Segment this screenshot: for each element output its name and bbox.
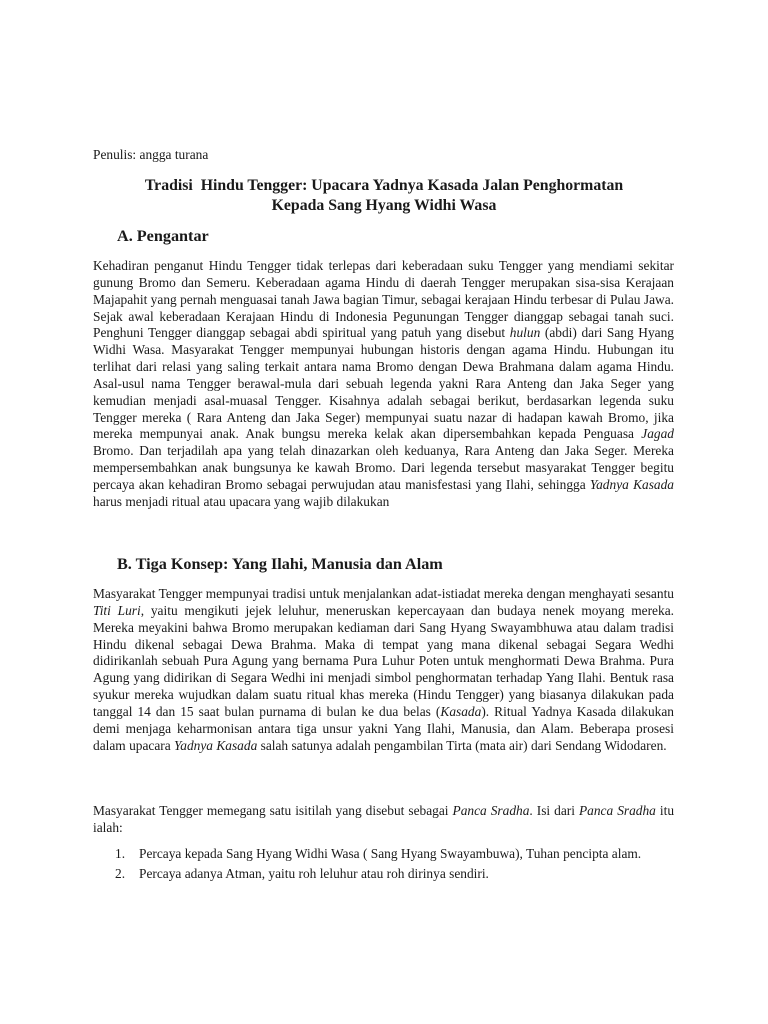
italic-term: Panca Sradha [578, 803, 656, 818]
text-run: , yaitu mengikuti jejek leluhur, meneruskan kepercayaan dan budaya nenek moyang mereka. Mereka meyakini bahwa Bromo merupakan kediaman dari Sang Hyang Swayambhuwa atau dalam tradisi Hindu dikenal sebagai Dewa Brahma. Maka di tempat yang mana dikenal sebagai Segara Wedhi didirikanlah sebuah Pura Agung yang bernama Pura Luhur Poten untuk menghormati Dewa Brahma. Pura Agung yang didirikan di Segara Wedhi ini menjadi simbol penghormatan terhadap Yang Ilahi. Bentuk rasa syukur mereka wujudkan dalam suatu ritual khas mereka (Hindu Tengger) yang biasanya dilakukan pada tanggal 14 dan 15 saat bulan purnama di bulan ke dua belas ( [93, 602, 674, 719]
text-run: Masyarakat Tengger memegang satu isitilah yang disebut sebagai [93, 803, 453, 818]
italic-term: Yadnya Kasada [174, 737, 258, 753]
text-run: harus menjadi ritual atau upacara yang wajib dilakukan [93, 493, 390, 509]
section-a-heading: A. Pengantar [117, 227, 209, 245]
text-run: itu ialah: [93, 803, 675, 835]
list-number: 2. [115, 865, 126, 881]
list-number: 1. [115, 846, 126, 861]
section-b-paragraph-2 [93, 803, 674, 837]
italic-term: Kasada [440, 703, 482, 719]
title-line-2: Kepada Sang Hyang Widhi Wasa [271, 197, 497, 214]
text-run: . Isi dari [529, 803, 579, 818]
text-run: (abdi) dari Sang Hyang Widhi Wasa. Masyarakat Tengger mempunyai hubungan historis dengan agama Hindu. Hubungan itu terlihat dari relasi yang saling terkait antara nama Bromo dengan Dewa Brahmana dalam agama Hindu. Asal-usul nama Tengger berawal-mula dari sebuah legenda yakni Rara Anteng dan Jaka Seger yang kemudian menjadi asal-muasal Tengger. Kisahnya adalah sebagai berikut, berdasarkan legenda suku Tengger mereka ( Rara Anteng dan Jaka Seger) mempunyai suatu nazar di hadapan kawah Bromo, jika mereka mempunyai anak. Anak bungsu mereka kelak akan dipersembahkan kepada Penguasa [93, 325, 674, 442]
author-line: Penulis: angga turana [93, 147, 209, 162]
list-item [93, 846, 674, 863]
text-run: ). Ritual Yadnya Kasada dilakukan demi menjaga keharmonisan antara tiga unsur yakni Yang Ilahi, Manusia, dan Alam. Beberapa prosesi dalam upacara [93, 703, 674, 753]
italic-term: Yadnya Kasada [589, 476, 674, 492]
text-run: salah satunya adalah pengambilan Tirta (mata air) dari Sendang Widodaren. [257, 737, 667, 753]
section-b-heading: B. Tiga Konsep: Yang Ilahi, Manusia dan Alam [117, 555, 443, 573]
list-item-text: Percaya adanya Atman, yaitu roh leluhur atau roh dirinya sendiri. [139, 865, 489, 881]
section-b-paragraph-1 [93, 586, 674, 754]
italic-term: hulun [509, 325, 541, 341]
italic-term: Jagad [641, 426, 674, 442]
panca-sradha-list [93, 846, 674, 886]
list-item [93, 866, 674, 883]
text-run: Bromo. Dan terjadilah apa yang telah dinazarkan oleh keduanya, Rara Anteng dan Jaka Seger. Mereka mempersembahkan anak bungsunya ke kawah Bromo. Dari legenda tersebut masyarakat Tengger begitu percaya akan kehadiran Bromo sebagai perwujudan atau manisfestasi yang Ilahi, sehingga [93, 443, 674, 492]
text-run: Masyarakat Tengger mempunyai tradisi untuk menjalankan adat-istiadat mereka dengan menghayati sesantu [93, 586, 674, 601]
document-title [93, 176, 675, 216]
text-run: Kehadiran penganut Hindu Tengger tidak terlepas dari keberadaan suku Tengger yang mendiami sekitar gunung Bromo dan Semeru. Keberadaan agama Hindu di daerah Tengger merupakan sisa-sisa Kerajaan Majapahit yang pernah menguasai tanah Jawa bagian Timur, sebagai kerajaan Hindu terbesar di Pulau Jawa. Sejak awal keberadaan Kerajaan Hindu di Indonesia Pegunungan Tengger dianggap sebagai tanah suci. Penghuni Tengger dianggap sebagai abdi spiritual yang patuh yang disebut [93, 258, 674, 341]
italic-term: Titi Luri [93, 602, 141, 618]
title-line-1: Tradisi Hindu Tengger: Upacara Yadnya Kasada Jalan Penghormatan [144, 177, 624, 194]
section-a-paragraph [93, 258, 674, 511]
italic-term: Panca Sradha [452, 803, 530, 818]
list-item-text: Percaya kepada Sang Hyang Widhi Wasa ( Sang Hyang Swayambuwa), Tuhan pencipta alam. [139, 846, 642, 861]
